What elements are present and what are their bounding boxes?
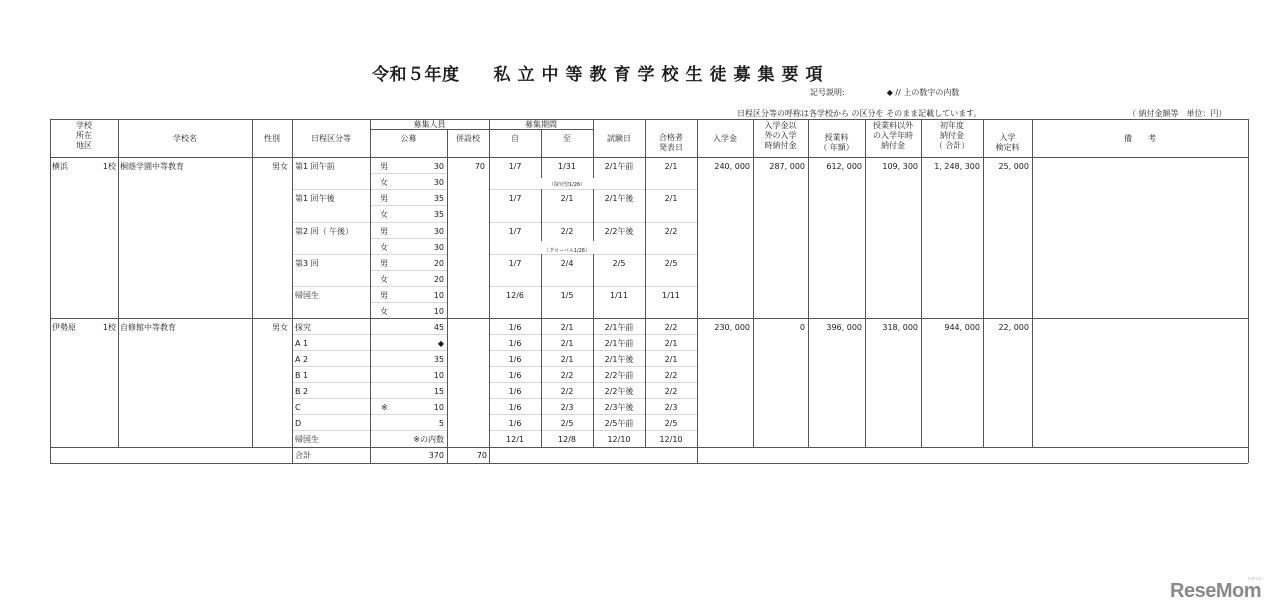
announce-date: 2/2 — [664, 227, 678, 236]
sex: 女 — [380, 275, 388, 284]
period-to: 2/5 — [560, 419, 574, 428]
sex: 女 — [380, 178, 388, 187]
period-from: 1/7 — [508, 162, 522, 171]
period-to: 12/8 — [558, 435, 576, 444]
exam-date: 2/5 — [612, 259, 626, 268]
quota: 30 — [433, 227, 444, 236]
announce-date: 2/2 — [664, 371, 678, 380]
tuition: 396, 000 — [826, 323, 862, 332]
period-from: 1/6 — [508, 419, 522, 428]
header-line: の入学年時 — [873, 131, 913, 140]
row-separator — [370, 302, 447, 303]
schedule-label: 第3 回 — [295, 259, 319, 268]
schedule-label: A 2 — [295, 355, 309, 364]
exam-fee: 25, 000 — [998, 162, 1029, 171]
header-line: 検定料 — [995, 143, 1020, 152]
total-public: 370 — [428, 451, 444, 460]
quota: 20 — [433, 275, 444, 284]
header-period-group: 募集期間 — [525, 120, 557, 129]
header-announce-line: 発表日 — [659, 143, 683, 152]
total-affiliated: 70 — [476, 451, 487, 460]
school-count: 1校 — [102, 323, 116, 332]
period-from: 1/7 — [508, 227, 522, 236]
exam-date: 12/10 — [607, 435, 631, 444]
period-from: 12/6 — [506, 291, 524, 300]
header-line: 初年度 — [940, 121, 964, 130]
admission-fee: 230, 000 — [714, 323, 750, 332]
header-exam-date: 試験日 — [607, 134, 631, 143]
header-bottom-border — [50, 157, 1248, 158]
exam-date: 1/11 — [610, 291, 628, 300]
col-border — [447, 129, 448, 463]
announce-date: 12/10 — [659, 435, 683, 444]
period-from: 1/6 — [508, 371, 522, 380]
exam-date: 2/1午前 — [604, 323, 634, 332]
col-border — [50, 119, 51, 463]
header-line: 納付金 — [940, 131, 964, 140]
period-note: （探究型1/26） — [548, 182, 586, 188]
sex: 男 — [380, 291, 388, 300]
header-period-from: 自 — [511, 134, 519, 143]
header-first-year — [921, 121, 983, 151]
schedule-note: 日程区分等の呼称は各学校から の区分を そのまま記載しています。 — [737, 109, 982, 118]
schedule-label: 探究 — [295, 323, 311, 332]
announce-date: 2/1 — [664, 339, 678, 348]
resemom-watermark-logo — [1170, 576, 1261, 603]
other-tuition: 318, 000 — [882, 323, 918, 332]
quota: 10 — [433, 403, 444, 412]
row-separator — [370, 205, 447, 206]
schedule-label: 帰国生 — [295, 435, 319, 444]
exam-date: 2/1午前 — [604, 339, 634, 348]
school-area: 横浜 — [52, 162, 68, 171]
period-to: 2/3 — [560, 403, 574, 412]
exam-date: 2/2午後 — [604, 227, 634, 236]
school-divider — [50, 318, 1248, 319]
sex: 男 — [380, 227, 388, 236]
first-year-total: 1, 248, 300 — [934, 162, 980, 171]
announce-date: 2/1 — [664, 355, 678, 364]
header-recruit-group: 募集人員 — [413, 120, 446, 129]
header-line: 入学 — [999, 133, 1016, 142]
quota: 30 — [433, 178, 444, 187]
period-to: 2/1 — [560, 323, 574, 332]
period-from: 1/6 — [508, 387, 522, 396]
period-to: 2/1 — [560, 194, 574, 203]
schedule-label: 帰国生 — [295, 291, 319, 300]
period-from: 1/7 — [508, 259, 522, 268]
period-to: 2/1 — [560, 339, 574, 348]
header-announce — [645, 133, 697, 153]
quota: 20 — [433, 259, 444, 268]
period-to: 2/2 — [560, 371, 574, 380]
header-admission-fee: 入学金 — [713, 134, 737, 143]
announce-date: 2/5 — [664, 419, 678, 428]
period-from: 1/6 — [508, 323, 522, 332]
table-top-border — [50, 119, 1248, 120]
period-to: 2/2 — [560, 227, 574, 236]
row-separator — [370, 238, 447, 239]
total-label: 合計 — [295, 451, 311, 460]
schedule-label: B 1 — [295, 371, 309, 380]
unit-note: （ 納付金額等 単位：円） — [1128, 109, 1227, 118]
announce-date: 2/3 — [664, 403, 678, 412]
header-area-line: 学校 — [76, 121, 92, 130]
quota: 15 — [433, 387, 444, 396]
header-announce-line: 合格者 — [659, 133, 683, 142]
period-from: 1/6 — [508, 355, 522, 364]
exam-date: 2/1午後 — [604, 355, 634, 364]
school-area: 伊勢原 — [52, 323, 76, 332]
schedule-label: 第2 回（ 午後） — [295, 227, 354, 236]
exam-date: 2/1午後 — [604, 194, 634, 203]
other-admission-fee: 0 — [799, 323, 805, 332]
header-recruit-affiliated: 併設校 — [456, 134, 480, 143]
quota: 10 — [433, 371, 444, 380]
period-to: 1/5 — [560, 291, 574, 300]
school-name: 自修館中等教育 — [120, 323, 176, 332]
exam-date: 2/2午前 — [604, 371, 634, 380]
table-bottom-border — [50, 463, 1248, 464]
header-area — [50, 121, 118, 151]
legend-text: ◆ // 上の数字の内数 — [886, 88, 960, 97]
total-top-border — [50, 447, 1248, 448]
sex: 女 — [380, 243, 388, 252]
header-schedule: 日程区分等 — [311, 134, 351, 143]
period-from: 1/7 — [508, 194, 522, 203]
exam-fee: 22, 000 — [998, 323, 1029, 332]
col-border — [292, 119, 293, 463]
school-name: 桐蔭学園中等教育 — [120, 162, 184, 171]
tuition: 612, 000 — [826, 162, 862, 171]
quota: 5 — [438, 419, 444, 428]
period-to: 2/4 — [560, 259, 574, 268]
quota: 30 — [433, 243, 444, 252]
other-admission-fee: 287, 000 — [769, 162, 805, 171]
header-recruit-public: 公募 — [400, 134, 417, 143]
first-year-total: 944, 000 — [944, 323, 980, 332]
period-note: （グローバル1/26） — [544, 248, 590, 254]
announce-date: 2/5 — [664, 259, 678, 268]
col-border — [1248, 119, 1249, 463]
announce-date: 2/2 — [664, 387, 678, 396]
schedule-label: A 1 — [295, 339, 309, 348]
period-from: 1/6 — [508, 403, 522, 412]
school-count: 1校 — [102, 162, 116, 171]
legend-label: 記号説明: — [810, 88, 845, 97]
watermark-brand: ReseMom — [1170, 580, 1261, 602]
exam-date: 2/5午前 — [604, 419, 634, 428]
sex: 男 — [380, 194, 388, 203]
quota: ◆ — [437, 339, 444, 348]
title-main: 私立中等教育学校生徒募集要項 — [493, 65, 830, 85]
watermark-kana: リセマム — [1247, 576, 1261, 581]
header-line: 時納付金 — [764, 141, 797, 150]
quota: 45 — [433, 323, 444, 332]
period-from: 1/6 — [508, 339, 522, 348]
announce-date: 2/1 — [664, 162, 678, 171]
schedule-label: D — [295, 419, 302, 428]
period-to: 2/2 — [560, 387, 574, 396]
quota: ※の内数 — [413, 435, 444, 444]
school-gender: 男女 — [272, 323, 288, 332]
col-border — [370, 119, 371, 463]
header-other-admission — [753, 121, 808, 151]
header-line: 外の入学 — [764, 131, 797, 140]
quota: 10 — [433, 307, 444, 316]
row-separator — [370, 173, 447, 174]
col-border — [1032, 119, 1033, 447]
schedule-label: B 2 — [295, 387, 309, 396]
announce-date: 2/1 — [664, 194, 678, 203]
header-gender: 性別 — [264, 134, 280, 143]
quota: 35 — [433, 210, 444, 219]
header-tuition — [808, 133, 865, 153]
header-line: （ 合計） — [934, 141, 970, 150]
quota: 30 — [433, 162, 444, 171]
header-line: 授業料以外 — [873, 121, 913, 130]
quota: 10 — [433, 291, 444, 300]
school-gender: 男女 — [272, 162, 288, 171]
header-remarks: 備 考 — [1124, 134, 1156, 143]
note-mark: ※ — [381, 403, 388, 412]
period-from: 12/1 — [506, 435, 524, 444]
period-to: 2/1 — [560, 355, 574, 364]
header-line: 納付金 — [881, 141, 905, 150]
quota: 35 — [433, 355, 444, 364]
exam-date: 2/1午前 — [604, 162, 634, 171]
schedule-label: C — [295, 403, 301, 412]
schedule-label: 第1 回午後 — [295, 194, 335, 203]
header-area-line: 地区 — [76, 141, 92, 150]
header-line: 入学金以 — [764, 121, 797, 130]
sex: 女 — [380, 307, 388, 316]
exam-date: 2/2午後 — [604, 387, 634, 396]
exam-date: 2/3午後 — [604, 403, 634, 412]
header-line: （ 年額） — [819, 143, 854, 152]
sex: 男 — [380, 259, 388, 268]
period-to: 1/31 — [558, 162, 576, 171]
sex: 女 — [380, 210, 388, 219]
col-border — [118, 119, 119, 447]
sex: 男 — [380, 162, 388, 171]
schedule-label: 第1 回午前 — [295, 162, 335, 171]
header-other-tuition — [865, 121, 921, 151]
admission-fee: 240, 000 — [714, 162, 750, 171]
header-school-name: 学校名 — [173, 134, 197, 143]
announce-date: 1/11 — [662, 291, 680, 300]
other-tuition: 109, 300 — [882, 162, 918, 171]
row-separator — [370, 270, 447, 271]
header-exam-fee — [983, 133, 1032, 153]
header-line: 授業料 — [824, 133, 849, 142]
title-year: 令和５年度 — [372, 65, 460, 85]
affiliated-count: 70 — [474, 162, 485, 171]
quota: 35 — [433, 194, 444, 203]
header-area-line: 所在 — [76, 131, 92, 140]
announce-date: 2/2 — [664, 323, 678, 332]
header-period-to: 至 — [563, 134, 571, 143]
